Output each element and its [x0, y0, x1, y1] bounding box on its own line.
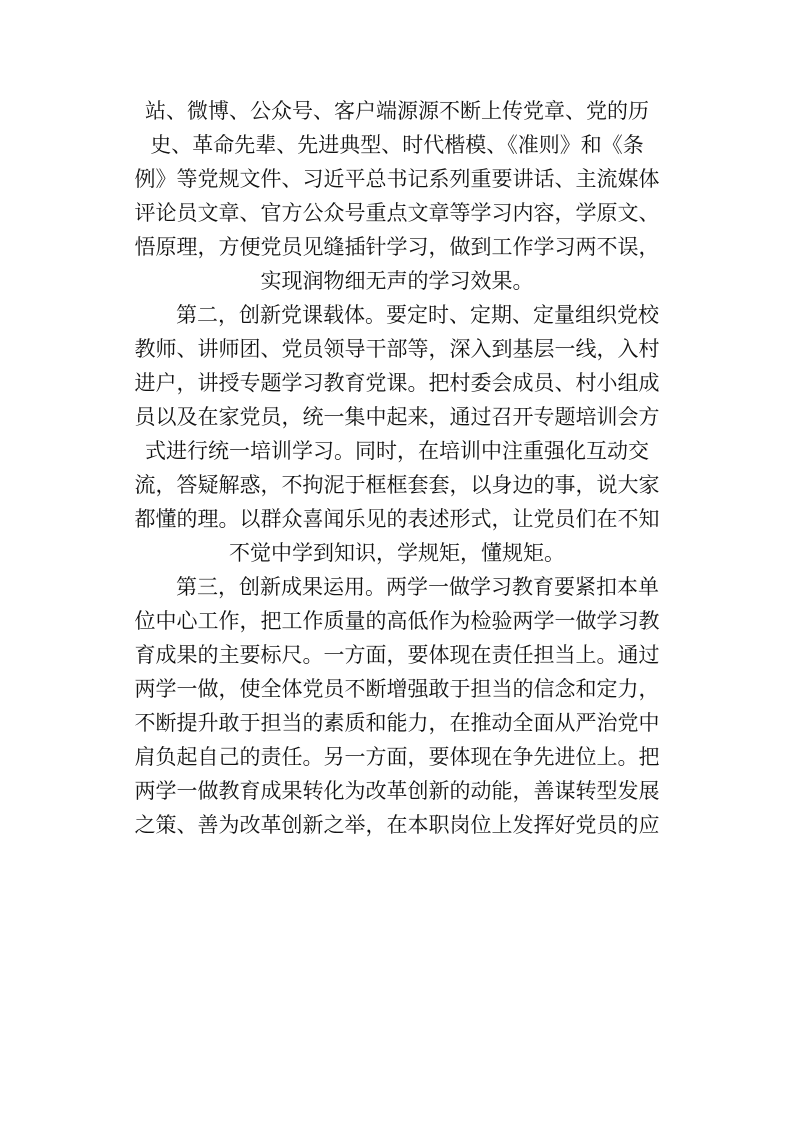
document-body: [0, 95, 794, 843]
text-line: 两学一做，使全体党员不断增强敢于担当的信念和定力，: [134, 677, 660, 701]
text-line: 之策、善为改革创新之举，在本职岗位上发挥好党员的应: [134, 813, 660, 837]
paragraph-start-line: 第二，创新党课载体。要定时、定期、定量组织党校: [176, 303, 659, 327]
text-line: 式进行统一培训学习。同时，在培训中注重强化互动交: [145, 439, 649, 463]
text-line: 都懂的理。以群众喜闻乐见的表述形式，让党员们在不知: [134, 507, 660, 531]
text-line: 例》等党规文件、习近平总书记系列重要讲话、主流媒体: [134, 167, 660, 191]
text-line: 两学一做教育成果转化为改革创新的动能，善谋转型发展: [134, 779, 660, 803]
text-line: 站、微博、公众号、客户端源源不断上传党章、党的历: [145, 99, 649, 123]
text-line: 评论员文章、官方公众号重点文章等学习内容，学原文、: [134, 201, 660, 225]
text-line: 员以及在家党员，统一集中起来，通过召开专题培训会方: [134, 405, 660, 429]
text-line: 实现润物细无声的学习效果。: [260, 269, 534, 293]
text-line: 肩负起自己的责任。另一方面，要体现在争先进位上。把: [134, 745, 660, 769]
text-line: 史、革命先辈、先进典型、时代楷模、《准则》和《条: [150, 133, 644, 157]
text-line: 悟原理，方便党员见缝插针学习，做到工作学习两不误，: [134, 235, 660, 259]
text-line: 位中心工作，把工作质量的高低作为检验两学一做学习教: [134, 609, 660, 633]
text-line: 教师、讲师团、党员领导干部等，深入到基层一线，入村: [134, 337, 660, 361]
text-line: 育成果的主要标尺。一方面，要体现在责任担当上。通过: [134, 643, 660, 667]
paragraph-start-line: 第三，创新成果运用。两学一做学习教育要紧扣本单: [176, 575, 659, 599]
text-line: 进户，讲授专题学习教育党课。把村委会成员、村小组成: [134, 371, 660, 395]
text-line: 流，答疑解惑，不拘泥于框框套套，以身边的事，说大家: [134, 473, 660, 497]
text-line: 不断提升敢于担当的素质和能力，在推动全面从严治党中: [134, 711, 660, 735]
text-line: 不觉中学到知识，学规矩，懂规矩。: [229, 541, 565, 565]
